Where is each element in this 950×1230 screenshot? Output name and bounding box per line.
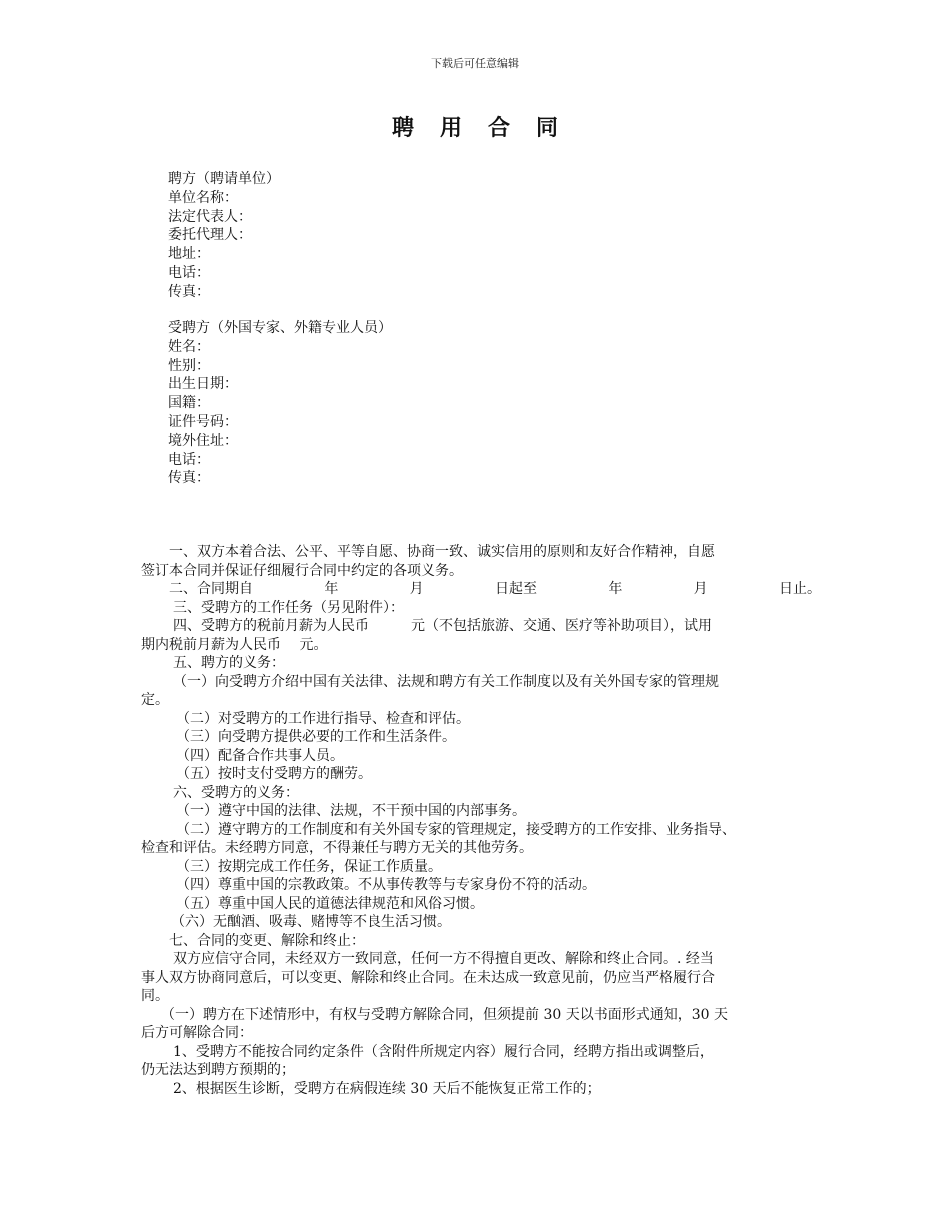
header-note: 下载后可任意编辑 <box>431 57 519 70</box>
title-char: 同 <box>536 115 559 141</box>
employer-field: 单位名称： <box>168 189 238 206</box>
term-part: 年 <box>324 581 339 597</box>
clause-5-item: （二）对受聘方的工作进行指导、检查和评估。 <box>176 710 470 727</box>
clause-7-subitem: 仍无法达到聘方预期的； <box>141 1062 295 1078</box>
clause-7-subitem: 1、受聘方不能按合同约定条件（含附件所规定内容）履行合同，经聘方指出或调整后， <box>173 1043 714 1060</box>
clause-7-paragraph: 双方应信守合同，未经双方一致同意，任何一方不得擅自更改、解除和终止合同。. 经当 <box>173 951 714 967</box>
contract-body <box>141 543 821 1098</box>
employee-field: 证件号码： <box>168 413 238 430</box>
clause-3: 三、受聘方的工作任务（另见附件）： <box>173 599 404 616</box>
employer-field: 传真： <box>168 283 210 300</box>
title-char: 合 <box>488 115 511 141</box>
clause-7-paragraph: 同。 <box>141 988 169 1004</box>
employer-field: 委托代理人： <box>168 227 252 244</box>
clause-6-item: （五）尊重中国人民的道德法律规范和风俗习惯。 <box>176 895 484 912</box>
employee-field: 国籍： <box>168 395 210 412</box>
clause-5-item: 定。 <box>141 692 169 708</box>
clause-4-line: 四、受聘方的税前月薪为人民币 元（不包括旅游、交通、医疗等补助项目），试用 <box>173 618 712 634</box>
clause-6-item: （一）遵守中国的法律、法规，不干预中国的内部事务。 <box>176 803 526 819</box>
term-part: 日起至 <box>494 581 537 597</box>
clause-5-heading: 五、聘方的义务： <box>173 655 285 671</box>
term-part: 二、合同期自 <box>169 581 253 597</box>
employee-field: 电话： <box>168 451 210 468</box>
employee-field: 境外住址： <box>168 432 238 449</box>
title-char: 聘 <box>391 115 414 141</box>
clause-5-item: （三）向受聘方提供必要的工作和生活条件。 <box>176 729 456 745</box>
clause-5-item: （一）向受聘方介绍中国有关法律、法规和聘方有关工作制度以及有关外国专家的管理规 <box>173 673 719 690</box>
clause-6-heading: 六、受聘方的义务： <box>173 784 299 801</box>
employer-field: 电话： <box>168 264 210 281</box>
clause-1-line: 一、双方本着合法、公平、平等自愿、协商一致、诚实信用的原则和友好合作精神，自愿 <box>169 544 715 560</box>
term-part: 日止。 <box>778 581 821 597</box>
term-part: 月 <box>693 581 708 597</box>
clause-1-line: 签订本合同并保证仔细履行合同中约定的各项义务。 <box>141 562 463 579</box>
clause-2-term <box>141 580 821 599</box>
document-title <box>0 114 950 142</box>
employee-heading: 受聘方（外国专家、外籍专业人员） <box>168 320 392 336</box>
clause-6-item: 检查和评估。未经聘方同意，不得兼任与聘方无关的其他劳务。 <box>141 840 533 856</box>
employee-section <box>168 319 392 488</box>
employee-field: 姓名： <box>168 338 210 355</box>
clause-7-item: （一）聘方在下述情形中，有权与受聘方解除合同，但须提前 30 天以书面形式通知，30 天 <box>161 1006 728 1023</box>
employer-heading: 聘方（聘请单位） <box>168 171 280 187</box>
employee-field: 传真： <box>168 470 210 487</box>
employee-field: 出生日期： <box>168 376 238 393</box>
employer-section <box>168 170 280 302</box>
term-part: 月 <box>409 581 424 597</box>
term-part: 年 <box>608 581 623 597</box>
title-char: 用 <box>439 115 462 141</box>
clause-6-item: （四）尊重中国的宗教政策。不从事传教等与专家身份不符的活动。 <box>176 877 596 893</box>
clause-6-item: （三）按期完成工作任务，保证工作质量。 <box>176 858 442 875</box>
clause-5-item: （四）配备合作共事人员。 <box>176 747 344 764</box>
employer-field: 法定代表人： <box>168 208 252 225</box>
clause-7-subitem: 2、根据医生诊断，受聘方在病假连续 30 天后不能恢复正常工作的； <box>173 1080 601 1097</box>
clause-7-paragraph: 事人双方协商同意后，可以变更、解除和终止合同。在未达成一致意见前，仍应当严格履行合 <box>141 969 715 986</box>
employee-field: 性别： <box>168 357 210 374</box>
employer-field: 地址： <box>168 246 210 263</box>
clause-7-item: 后方可解除合同： <box>141 1025 253 1041</box>
clause-4-line: 期内税前月薪为人民币 元。 <box>141 636 328 653</box>
clause-6-item: （六）无酗酒、吸毒、赌博等不良生活习惯。 <box>171 914 451 930</box>
clause-6-item: （二）遵守聘方的工作制度和有关外国专家的管理规定，接受聘方的工作安排、业务指导、 <box>176 821 736 838</box>
clause-5-item: （五）按时支付受聘方的酬劳。 <box>176 766 372 782</box>
clause-7-heading: 七、合同的变更、解除和终止： <box>169 932 365 949</box>
